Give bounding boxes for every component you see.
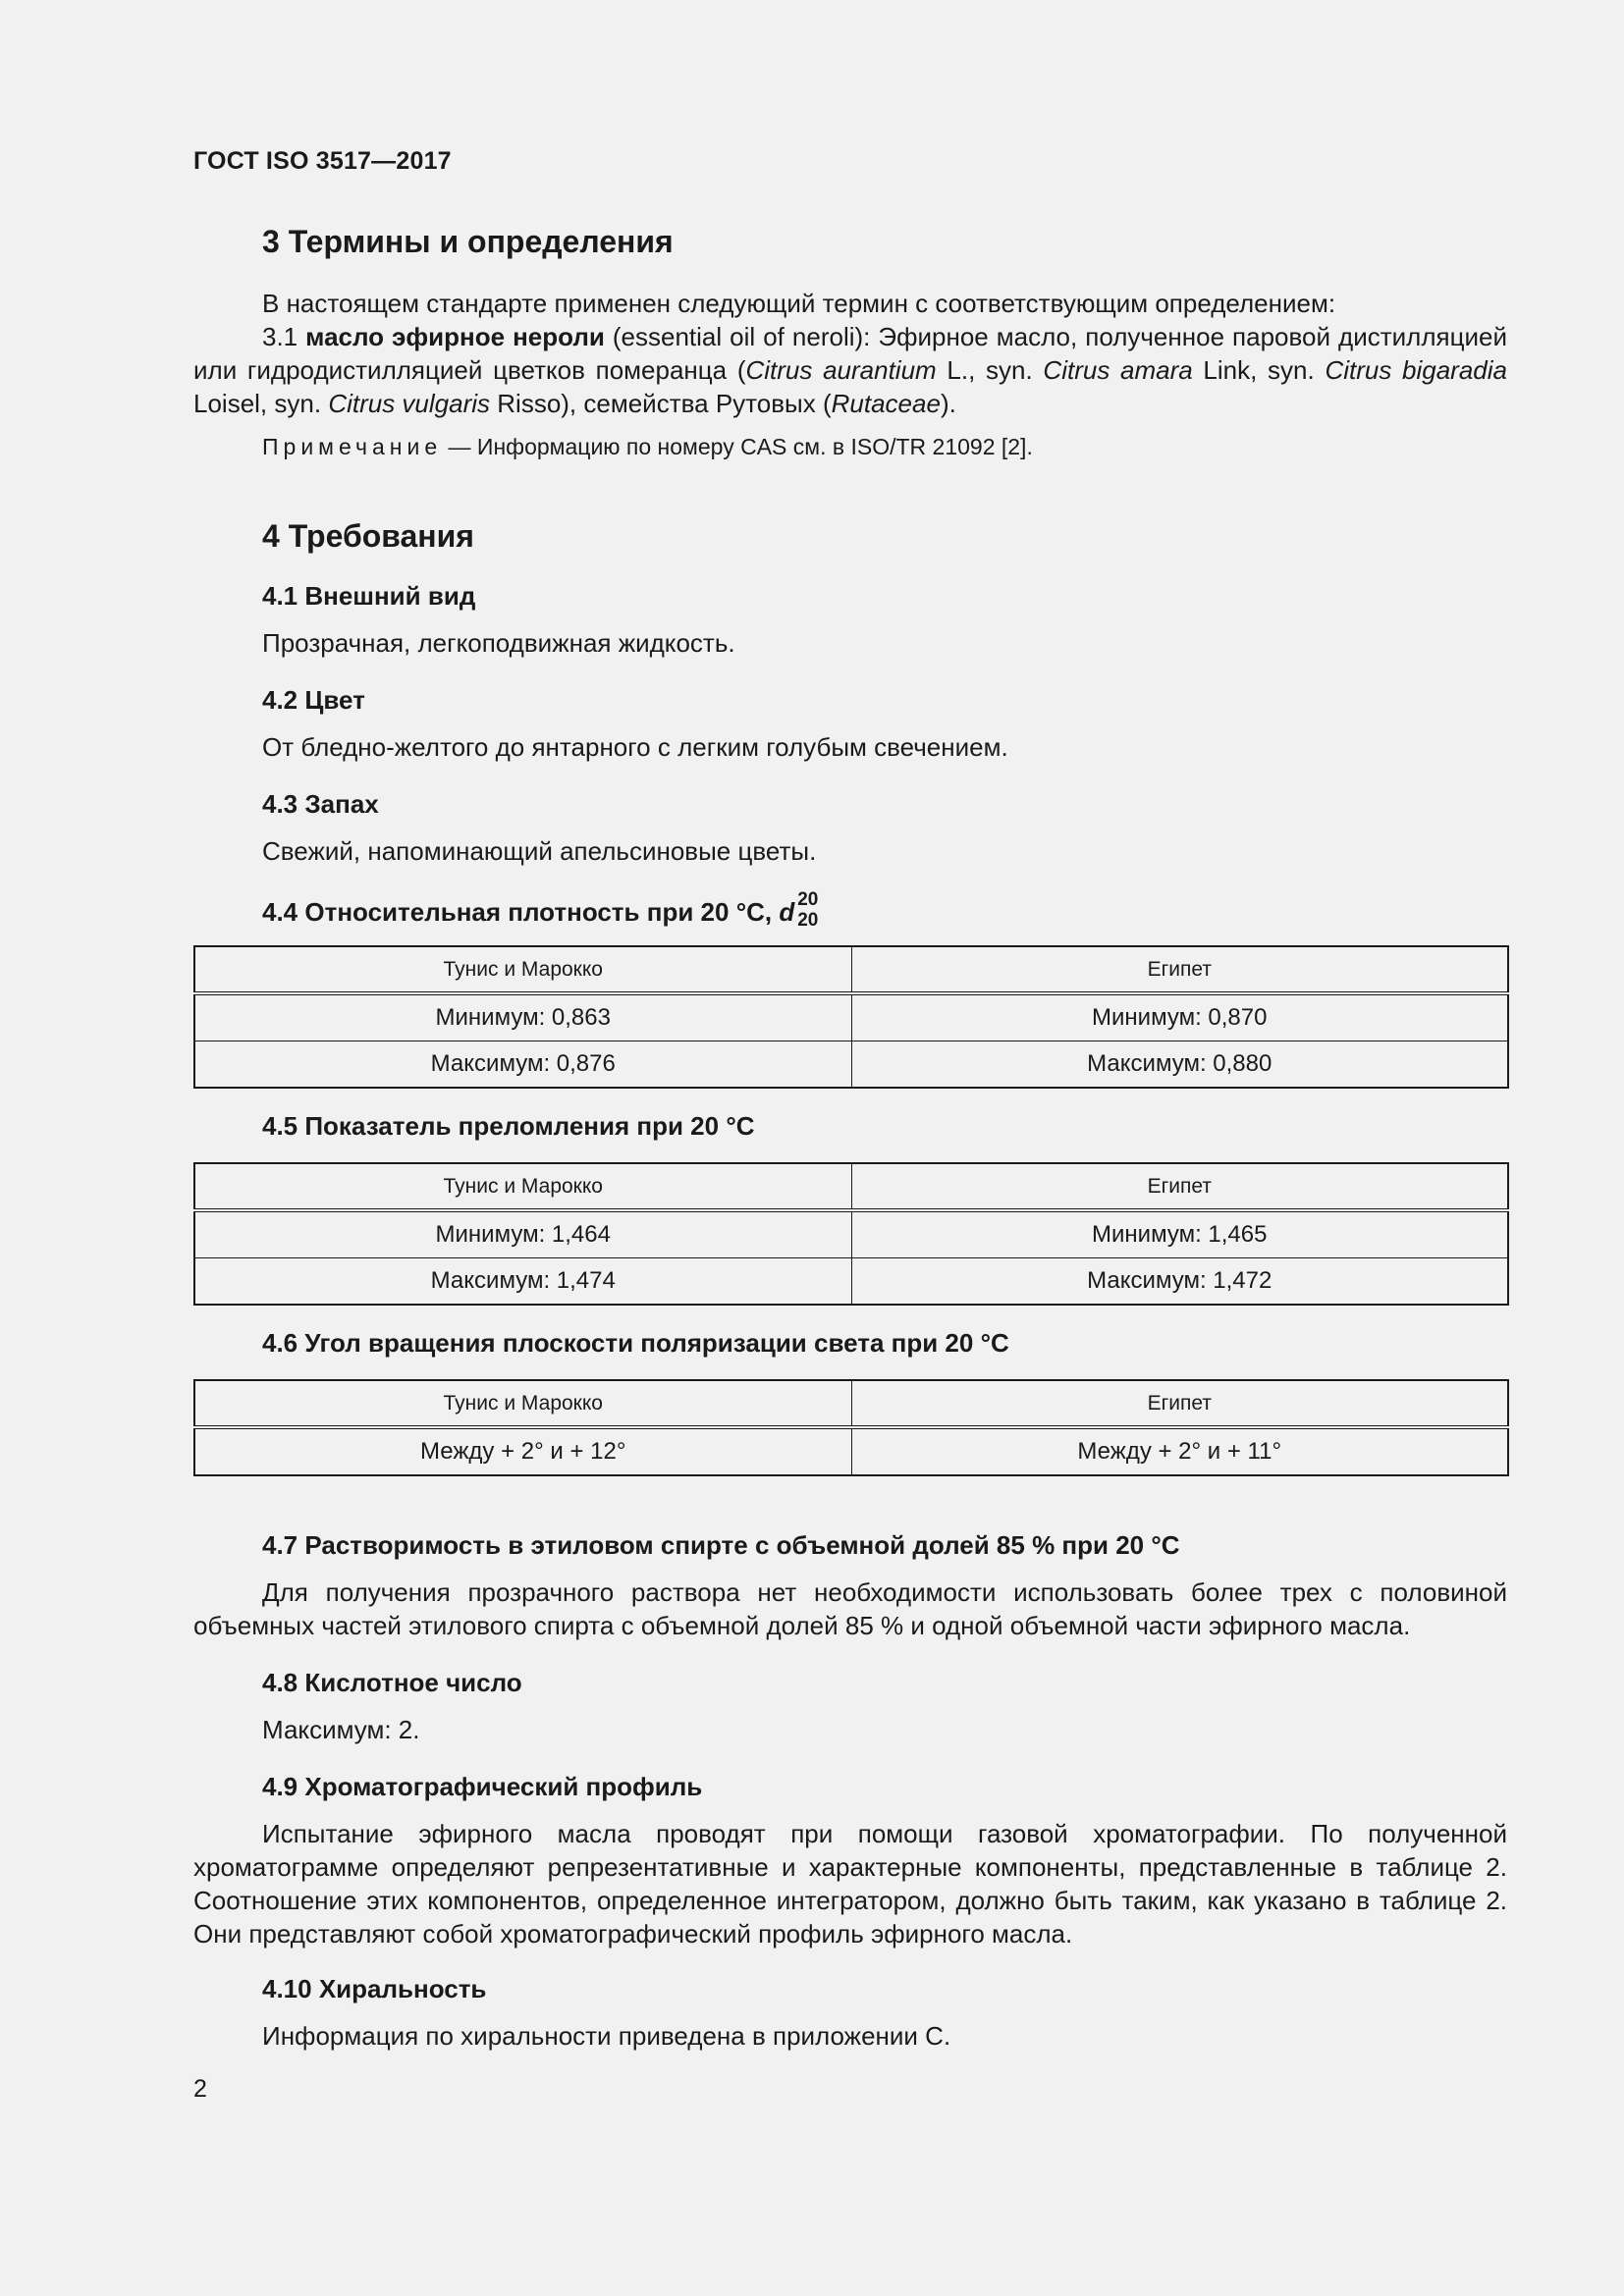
subsection-4-5-title: 4.5 Показатель преломления при 20 °C (262, 1111, 755, 1141)
term-italic-2: Citrus amara (1043, 355, 1193, 385)
document-header: ГОСТ ISO 3517—2017 (193, 147, 452, 175)
column-header: Тунис и Марокко (194, 946, 851, 993)
density-table (193, 945, 1509, 1089)
note-label: Примечание (262, 434, 443, 459)
table-cell: Между + 2° и + 12° (194, 1427, 851, 1475)
subsection-4-4-title (262, 889, 819, 934)
table-row (194, 1041, 1508, 1089)
table-header-row (194, 946, 1508, 993)
column-header: Египет (851, 946, 1508, 993)
term-text-6: ). (940, 389, 956, 418)
section-3-title: 3 Термины и определения (262, 224, 674, 259)
table-cell: Максимум: 0,880 (851, 1041, 1508, 1089)
table-header-row (194, 1163, 1508, 1210)
note-text: — Информацию по номеру CAS см. в ISO/TR 21092 [2]. (448, 434, 1033, 459)
column-header: Тунис и Марокко (194, 1380, 851, 1427)
subsection-4-9-text (193, 1817, 1507, 1950)
subsection-4-8-title: 4.8 Кислотное число (262, 1668, 522, 1697)
subsection-4-1-title: 4.1 Внешний вид (262, 581, 476, 611)
table-cell: Максимум: 1,472 (851, 1258, 1508, 1306)
subsection-4-3-text: Свежий, напоминающий апельсиновые цветы. (262, 836, 817, 866)
table-row (194, 1427, 1508, 1475)
table-cell: Между + 2° и + 11° (851, 1427, 1508, 1475)
section-3-intro-text: В настоящем стандарте применен следующий термин с соответствующим определением: (262, 289, 1336, 318)
density-symbol: d (779, 896, 795, 927)
table-cell: Минимум: 0,870 (851, 993, 1508, 1041)
term-italic-3: Citrus bigaradia (1325, 355, 1507, 385)
table-row (194, 1210, 1508, 1258)
subsection-4-6-title: 4.6 Угол вращения плоскости поляризации света при 20 °C (262, 1328, 1009, 1358)
term-3-1-definition (193, 320, 1507, 420)
term-text-2: L., syn. (947, 355, 1033, 385)
subsection-4-8-text: Максимум: 2. (262, 1715, 420, 1744)
term-italic-4: Citrus vulgaris (328, 389, 491, 418)
optical-rotation-table (193, 1379, 1509, 1476)
subsection-4-7-body: Для получения прозрачного раствора нет необходимости использовать более трех с половиной объемных частей этилового спирта с объемной долей 85 % и одной объемной части эфирного масла. (193, 1577, 1507, 1640)
density-subscript: 20 (797, 910, 819, 931)
term-italic-5: Rutaceae (831, 389, 941, 418)
subsection-4-2-title: 4.2 Цвет (262, 685, 365, 715)
subsection-4-10-title: 4.10 Хиральность (262, 1974, 487, 2003)
table-row (194, 1258, 1508, 1306)
table-cell: Минимум: 0,863 (194, 993, 851, 1041)
term-number: 3.1 (262, 322, 298, 351)
table-cell: Максимум: 1,474 (194, 1258, 851, 1306)
term-text-3: Link, syn. (1203, 355, 1315, 385)
column-header: Египет (851, 1163, 1508, 1210)
section-3-intro (193, 287, 1507, 320)
subsection-4-7-title: 4.7 Растворимость в этиловом спирте с объемной долей 85 % при 20 °C (262, 1530, 1180, 1560)
refraction-table (193, 1162, 1509, 1306)
subsection-4-3-title: 4.3 Запах (262, 789, 379, 819)
table-header-row (194, 1380, 1508, 1427)
section-4-title: 4 Требования (262, 518, 474, 554)
term-text-5: Risso), семейства Рутовых ( (497, 389, 832, 418)
table-cell: Максимум: 0,876 (194, 1041, 851, 1089)
density-indices (797, 889, 818, 931)
term-name: масло эфирное нероли (305, 322, 605, 351)
section-3-note (262, 434, 1033, 460)
term-text-4: Loisel, syn. (193, 389, 322, 418)
subsection-4-1-text: Прозрачная, легкоподвижная жидкость. (262, 628, 735, 658)
column-header: Тунис и Марокко (194, 1163, 851, 1210)
subsection-4-7-text (193, 1575, 1507, 1642)
column-header: Египет (851, 1380, 1508, 1427)
subsection-4-9-title: 4.9 Хроматографический профиль (262, 1772, 703, 1801)
page-number: 2 (193, 2075, 207, 2103)
density-superscript: 20 (797, 889, 819, 910)
table-cell: Минимум: 1,465 (851, 1210, 1508, 1258)
table-row (194, 993, 1508, 1041)
subsection-4-10-text: Информация по хиральности приведена в приложении С. (262, 2021, 951, 2051)
table-cell: Минимум: 1,464 (194, 1210, 851, 1258)
subsection-4-9-body: Испытание эфирного масла проводят при помощи газовой хроматографии. По полученной хроматограмме определяют репрезентативные и характерные компоненты, представленные в таблице 2. Соотношение этих компонентов, определенное интегратором, должно быть таким, как указано в таблице 2. Они представляют собой хроматографический профиль эфирного масла. (193, 1819, 1507, 1949)
term-text-1: (essential oil of neroli): Эфирное масло, полученное паровой дистилляцией или гидродистилляцией цветков померанца ( (193, 322, 1507, 385)
subsection-4-2-text: От бледно-желтого до янтарного с легким голубым свечением. (262, 732, 1008, 762)
subsection-4-4-title-text: 4.4 Относительная плотность при 20 °C, (262, 896, 773, 927)
term-italic-1: Citrus aurantium (745, 355, 937, 385)
